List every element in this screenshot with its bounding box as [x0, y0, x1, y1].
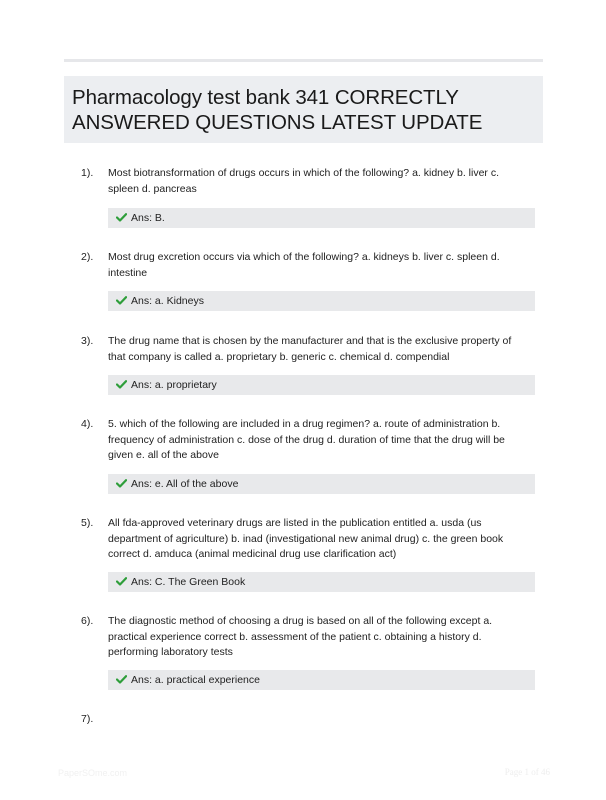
- answer-box: [108, 375, 535, 395]
- title-banner: [64, 76, 543, 143]
- question-number: 6).: [81, 615, 94, 627]
- footer-watermark: PaperSOme.com: [58, 768, 128, 778]
- answer-text: Ans: e. All of the above: [131, 478, 239, 490]
- answer-box: [108, 208, 535, 228]
- question-number: 1).: [81, 167, 94, 179]
- check-icon: [116, 213, 127, 222]
- answer-text: Ans: C. The Green Book: [131, 576, 246, 588]
- answer-box: [108, 291, 535, 311]
- top-divider: [64, 59, 543, 62]
- question-text: 5. which of the following are included in a drug regimen? a. route of administration b. frequency of administration c. dose of the drug d. duration of time that the drug will be given e. all of the above: [108, 418, 505, 461]
- check-icon: [116, 479, 127, 488]
- question-number: 5).: [81, 517, 94, 529]
- answer-text: Ans: B.: [131, 212, 165, 224]
- answer-box: [108, 670, 535, 690]
- page-number: Page 1 of 46: [504, 767, 550, 777]
- page-title: Pharmacology test bank 341 CORRECTLY ANSWERED QUESTIONS LATEST UPDATE: [72, 86, 483, 134]
- check-icon: [116, 380, 127, 389]
- check-icon: [116, 577, 127, 586]
- question-text: Most biotransformation of drugs occurs in which of the following? a. kidney b. liver c. spleen d. pancreas: [108, 167, 500, 195]
- answer-text: Ans: a. Kidneys: [131, 295, 204, 307]
- question-text: The diagnostic method of choosing a drug is based on all of the following except a. practical experience correct b. assessment of the patient c. obtaining a history d. performing laboratory tests: [108, 615, 493, 658]
- check-icon: [116, 675, 127, 684]
- answer-box: [108, 474, 535, 494]
- check-icon: [116, 296, 127, 305]
- answer-text: Ans: a. proprietary: [131, 379, 217, 391]
- answer-box: [108, 572, 535, 592]
- question-text: Most drug excretion occurs via which of the following? a. kidneys b. liver c. spleen d. intestine: [108, 251, 500, 279]
- question-number: 3).: [81, 335, 94, 347]
- question-text: The drug name that is chosen by the manufacturer and that is the exclusive property of that company is called a. proprietary b. generic c. chemical d. compendial: [108, 335, 512, 363]
- question-number: 2).: [81, 251, 94, 263]
- answer-text: Ans: a. practical experience: [131, 674, 260, 686]
- question-number: 4).: [81, 418, 94, 430]
- question-text: All fda-approved veterinary drugs are listed in the publication entitled a. usda (us department of agriculture) b. inad (investigational new animal drug) c. the green book correct d. amduca (animal medicinal drug use clarification act): [108, 517, 504, 560]
- question-number: 7).: [81, 713, 94, 725]
